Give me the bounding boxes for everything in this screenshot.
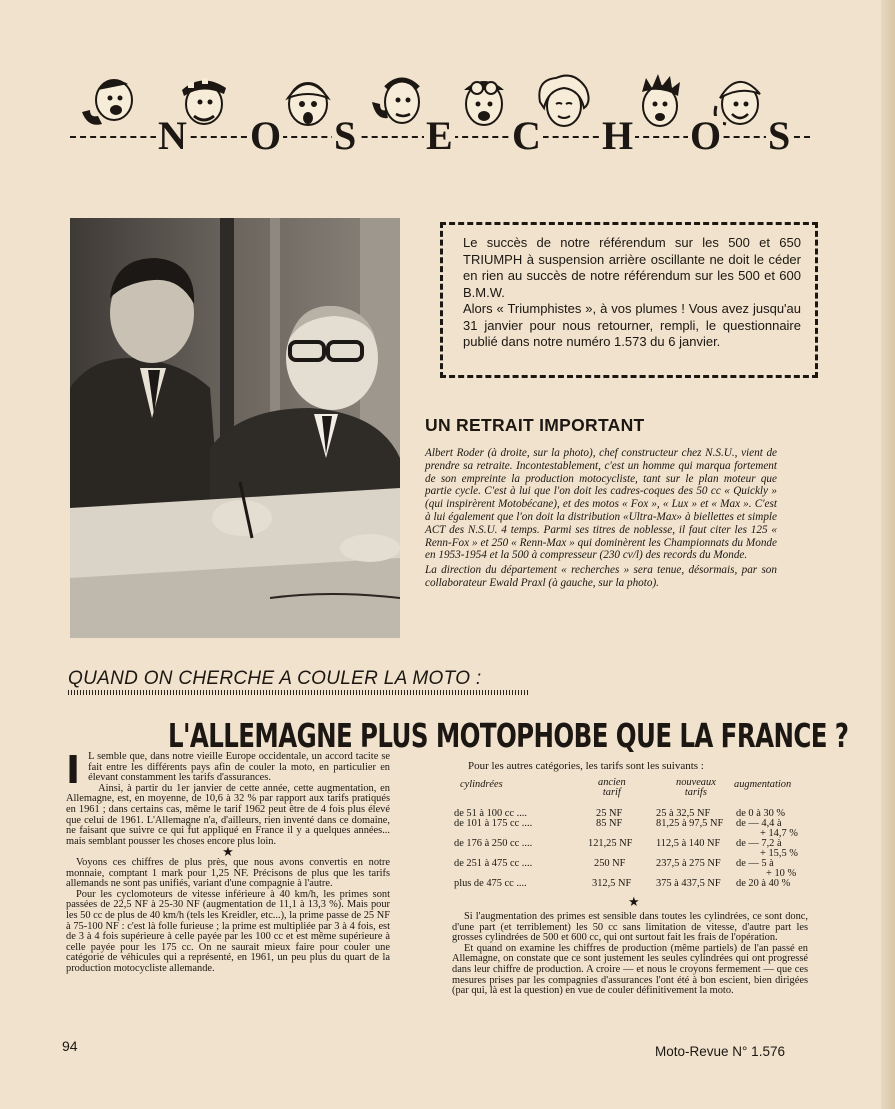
masthead-letter: O xyxy=(690,113,722,158)
row-ancien: 250 NF xyxy=(594,858,626,869)
masthead-letter: C xyxy=(512,113,541,158)
masthead-letter: N xyxy=(158,113,187,158)
masthead-letter: H xyxy=(602,113,634,158)
retrait-paragraph-1: Albert Roder (à droite, sur la photo), chef constructeur chez N.S.U., vient de prendre sa retraite. Incontestablement, c'est un homme qui marqua fortement de son empreinte la production motocycliste, tant sur le plan moteur que partie cycle. C'est à lui que l'on doit les cadres-coques des 50 cc « Quickly » (qui inspirèrent Motobécane), et des motos « Fox », « Lux » et « Max ». C'est à lui également que l'on doit la distribution «Ultra-Max» à biellettes et simple ACT des N.S.U. 4 temps. Parmi ses titres de noblesse, il faut citer les 125 « Renn-Fox » et 250 « Renn-Max » qui dominèrent les Championnats du Monde en 1953-1954 et la 500 à compresseur (230 cv/l) des records du Monde. xyxy=(425,447,777,562)
goggles-head-icon xyxy=(454,72,512,132)
row-nouveau: 375 à 437,5 NF xyxy=(656,878,721,889)
header-tarifs: tarifs xyxy=(684,787,707,798)
row-nouveau: 81,25 à 97,5 NF xyxy=(656,818,724,829)
page-number: 94 xyxy=(62,1038,78,1054)
masthead-letter: E xyxy=(426,113,453,158)
row-augmentation: de — 4,4 à xyxy=(736,818,782,829)
retrait-paragraph-2: La direction du département « recherches » sera tenue, désormais, par son collaborateur Ewald Praxl (à gauche, sur la photo). xyxy=(425,564,777,589)
spiky-hair-head-icon xyxy=(630,72,688,132)
nos-echos-masthead xyxy=(70,72,810,192)
row-cylindree: de 251 à 475 cc .... xyxy=(454,858,533,869)
header-ancien-tarif xyxy=(598,778,626,798)
phone-head-icon xyxy=(80,72,138,132)
right-paragraph-1: Si l'augmentation des primes est sensible dans toutes les cylindrées, ce sont donc, d'une part (et terriblement) les 50 cc sans limitation de vitesse, d'autre part les grosses cylindrées de 500 et 600 cc, qui ont surtout fait les frais de l'opération. xyxy=(452,911,808,944)
row-augmentation: + 10 % xyxy=(766,868,797,879)
left-paragraph-2: Ainsi, à partir du 1er janvier de cette année, cette augmentation, en Allemagne, est, en moyenne, de 10,6 à 32 % par rapport aux tarifs pratiqués en 1961 ; dans certains cas, même le tarif 1962 peut être de 4 fois plus élevé que celui de 1961. L'Allemagne n'a, d'ailleurs, rien inventé dans ce domaine, ne faisant que suivre ce qui fut appliqué en France il y a quelques années... mais semblant pousser les choses encore plus loin. xyxy=(66,782,390,847)
note-paragraph-2: Alors « Triumphistes », à vos plumes ! Vous avez jusqu'au 31 janvier pour nous retourner, rempli, le questionnaire publié dans notre numéro 1.573 du 6 janvier. xyxy=(463,301,801,350)
row-nouveau: 237,5 à 275 NF xyxy=(656,858,721,869)
left-paragraph-3: Voyons ces chiffres de plus près, que nous avons convertis en notre monnaie, comptant 1 mark pour 1,25 NF. Précisons de plus que les tarifs allemands ne sont pas unifiés, variant d'une compagnie à l'autre. xyxy=(66,856,390,890)
table-row xyxy=(452,878,810,890)
retrait-heading: UN RETRAIT IMPORTANT xyxy=(425,415,645,435)
article-headline: L'ALLEMAGNE PLUS MOTOPHOBE QUE LA FRANCE ? xyxy=(168,716,849,756)
drop-cap: I xyxy=(66,748,81,792)
row-cylindree: de 101 à 175 cc .... xyxy=(454,818,533,829)
header-augmentation: augmentation xyxy=(734,779,792,790)
row-ancien: 121,25 NF xyxy=(588,838,633,849)
helmet-head-icon xyxy=(278,72,336,132)
phone-head-icon xyxy=(370,72,428,132)
retrait-body xyxy=(425,447,777,592)
row-augmentation: de — 7,2 à xyxy=(736,838,782,849)
note-paragraph-1: Le succès de notre référendum sur les 500 et 650 TRIUMPH à suspension arrière oscillante ne doit le céder en rien au succès de notre référendum sur les 500 et 600 B.M.W. xyxy=(463,235,801,300)
row-augmentation: de — 5 à xyxy=(736,858,774,869)
masthead-letter: O xyxy=(250,113,282,158)
left-paragraph-4: Pour les cyclomoteurs de vitesse inférieure à 40 km/h, les primes sont passées de 22,5 NF à 25-30 NF (augmentation de 11,1 à 13,3 %). Mais pour les 50 cc de plus de 40 km/h (tels les Kreidler, etc...), la prime passe de 25 NF à 75-100 NF : c'est là folle furieuse ; la prime est multipliée par 3 à 4 fois, est de 3 à 4 fois supérieure à celle payée par les 100 cc et est même supérieure à celle payée pour les 175 cc. On ne saurait mieux faire pour couler une catégorie de véhicules qui a représenté, en 1961, un peu plus du quart de la production motocycliste allemande. xyxy=(66,888,390,974)
header-nouveaux: nouveaux xyxy=(676,777,716,788)
separator-star: ★ xyxy=(222,844,234,860)
kicker-rule xyxy=(68,690,530,695)
header-cylindrees: cylindrées xyxy=(460,779,503,790)
row-ancien: 25 NF xyxy=(596,808,623,819)
masthead-letter: S xyxy=(334,113,357,158)
photo-illustration xyxy=(70,218,400,638)
article-kicker: QUAND ON CHERCHE A COULER LA MOTO : xyxy=(68,668,482,689)
masthead-letter: S xyxy=(768,113,791,158)
row-cylindree: de 176 à 250 cc .... xyxy=(454,838,533,849)
row-augmentation: + 15,5 % xyxy=(760,848,798,859)
row-cylindree: plus de 475 cc .... xyxy=(454,878,527,889)
triumph-referendum-note xyxy=(440,222,818,378)
article-left-column xyxy=(66,748,390,974)
page-edge xyxy=(881,0,895,1109)
right-paragraph-2: Et quand on examine les chiffres de production (même partiels) de l'an passé en Allemagne, on constate que ce sont justement les seules cylindrées qui ont progressé dans leur chiffre de production. A croire — et nous le croyons fermement — que ces mesures prises par les compagnies d'assurances l'ont été à bon escient, bien dirigées (par qui, là est la question) en vue de couler définitivement la moto. xyxy=(452,942,808,997)
header-tarif: tarif xyxy=(602,787,621,798)
roder-praxl-photo xyxy=(70,218,400,638)
row-cylindree: de 51 à 100 cc .... xyxy=(454,808,527,819)
magazine-issue: Moto-Revue N° 1.576 xyxy=(655,1044,785,1059)
row-augmentation: de 0 à 30 % xyxy=(736,808,786,819)
row-ancien: 312,5 NF xyxy=(592,878,632,889)
row-nouveau: 25 à 32,5 NF xyxy=(656,808,711,819)
header-nouveaux-tarifs xyxy=(676,778,716,798)
row-nouveau: 112,5 à 140 NF xyxy=(656,838,721,849)
left-paragraph-1: L semble que, dans notre vieille Europe occidentale, un accord tacite se fait entre les différents pays afin de couler la moto, en particulier en élevant constamment les tarifs d'assurances. xyxy=(88,751,390,784)
row-augmentation: + 14,7 % xyxy=(760,828,798,839)
right-body xyxy=(452,912,808,997)
row-ancien: 85 NF xyxy=(596,818,623,829)
separator-star: ★ xyxy=(628,894,640,909)
row-augmentation: de 20 à 40 % xyxy=(736,878,791,889)
header-ancien: ancien xyxy=(598,777,626,788)
tariff-intro: Pour les autres catégories, les tarifs sont les suivants : xyxy=(468,760,704,772)
